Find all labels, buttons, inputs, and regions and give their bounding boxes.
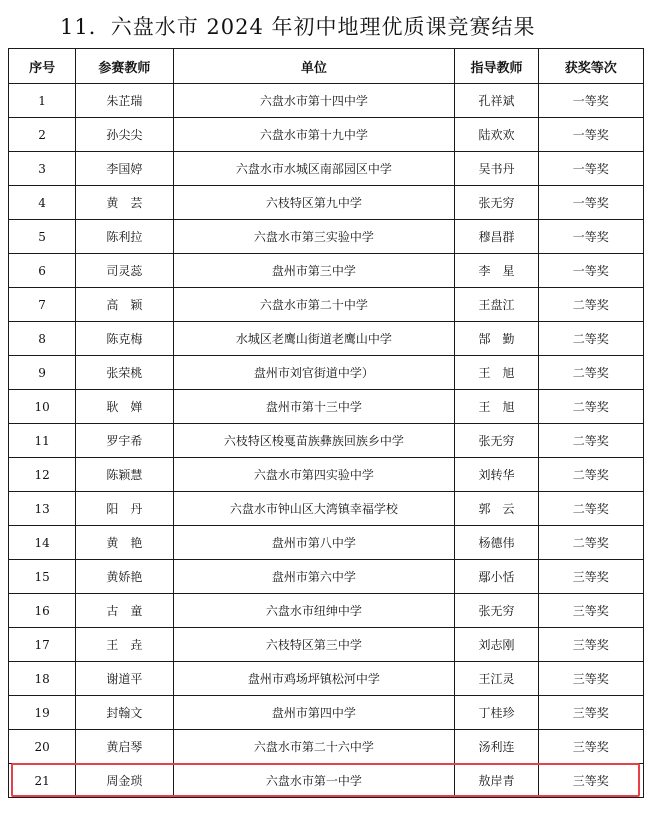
- cell-teacher: 黄启琴: [76, 730, 173, 764]
- cell-award: 三等奖: [538, 662, 643, 696]
- cell-mentor: 鄢小恬: [455, 560, 538, 594]
- table-row: [9, 322, 644, 356]
- cell-award: 三等奖: [538, 628, 643, 662]
- cell-award: 二等奖: [538, 356, 643, 390]
- cell-teacher: 高 颖: [76, 288, 173, 322]
- cell-unit: 水城区老鹰山街道老鹰山中学: [173, 322, 455, 356]
- cell-teacher: 陈颖慧: [76, 458, 173, 492]
- cell-mentor: 王 旭: [455, 356, 538, 390]
- cell-award: 二等奖: [538, 526, 643, 560]
- cell-teacher: 周金琐: [76, 764, 173, 798]
- cell-award: 一等奖: [538, 152, 643, 186]
- table-row-highlighted: [9, 764, 644, 798]
- cell-award: 一等奖: [538, 118, 643, 152]
- cell-unit: 盘州市第十三中学: [173, 390, 455, 424]
- cell-unit: 六枝特区第三中学: [173, 628, 455, 662]
- cell-award: 三等奖: [538, 560, 643, 594]
- cell-teacher: 陈利拉: [76, 220, 173, 254]
- cell-teacher: 封翰文: [76, 696, 173, 730]
- cell-unit: 盘州市第八中学: [173, 526, 455, 560]
- cell-mentor: 王盘江: [455, 288, 538, 322]
- cell-number: 11: [9, 424, 76, 458]
- cell-number: 2: [9, 118, 76, 152]
- cell-award: 一等奖: [538, 186, 643, 220]
- cell-unit: 盘州市第四中学: [173, 696, 455, 730]
- cell-number: 18: [9, 662, 76, 696]
- cell-mentor: 张无穷: [455, 594, 538, 628]
- cell-unit: 六盘水市水城区南部园区中学: [173, 152, 455, 186]
- table-row: [9, 594, 644, 628]
- cell-unit: 六盘水市第十四中学: [173, 84, 455, 118]
- cell-number: 17: [9, 628, 76, 662]
- cell-unit: 六盘水市第四实验中学: [173, 458, 455, 492]
- table-row: [9, 458, 644, 492]
- table-row: [9, 254, 644, 288]
- cell-mentor: 王 旭: [455, 390, 538, 424]
- table-row: [9, 356, 644, 390]
- cell-teacher: 王 垚: [76, 628, 173, 662]
- cell-number: 19: [9, 696, 76, 730]
- table-row: [9, 492, 644, 526]
- cell-award: 二等奖: [538, 492, 643, 526]
- cell-mentor: 孔祥斌: [455, 84, 538, 118]
- cell-number: 4: [9, 186, 76, 220]
- cell-unit: 六盘水市纽绅中学: [173, 594, 455, 628]
- table-row: [9, 288, 644, 322]
- cell-mentor: 张无穷: [455, 424, 538, 458]
- table-row: [9, 220, 644, 254]
- cell-award: 一等奖: [538, 84, 643, 118]
- cell-number: 12: [9, 458, 76, 492]
- cell-number: 21: [9, 764, 76, 798]
- header-unit: 单位: [173, 49, 455, 84]
- cell-mentor: 刘转华: [455, 458, 538, 492]
- table-row: [9, 526, 644, 560]
- cell-mentor: 丁桂珍: [455, 696, 538, 730]
- cell-award: 二等奖: [538, 322, 643, 356]
- header-number: 序号: [9, 49, 76, 84]
- cell-teacher: 黄娇艳: [76, 560, 173, 594]
- cell-teacher: 古 童: [76, 594, 173, 628]
- table-row: [9, 424, 644, 458]
- cell-unit: 六盘水市第二十中学: [173, 288, 455, 322]
- cell-award: 三等奖: [538, 730, 643, 764]
- cell-award: 一等奖: [538, 254, 643, 288]
- table-row: [9, 696, 644, 730]
- table-row: [9, 152, 644, 186]
- header-teacher: 参赛教师: [76, 49, 173, 84]
- cell-number: 13: [9, 492, 76, 526]
- cell-mentor: 张无穷: [455, 186, 538, 220]
- cell-mentor: 穆昌群: [455, 220, 538, 254]
- page-title: 11．六盘水市 2024 年初中地理优质课竞赛结果: [60, 15, 536, 39]
- cell-unit: 六盘水市第十九中学: [173, 118, 455, 152]
- table-row: [9, 560, 644, 594]
- cell-number: 5: [9, 220, 76, 254]
- cell-mentor: 吴书丹: [455, 152, 538, 186]
- cell-teacher: 黄 艳: [76, 526, 173, 560]
- cell-award: 三等奖: [538, 764, 643, 798]
- cell-number: 10: [9, 390, 76, 424]
- cell-teacher: 张荣桃: [76, 356, 173, 390]
- cell-number: 9: [9, 356, 76, 390]
- cell-teacher: 李国婷: [76, 152, 173, 186]
- cell-award: 二等奖: [538, 288, 643, 322]
- cell-teacher: 朱芷瑞: [76, 84, 173, 118]
- cell-award: 一等奖: [538, 220, 643, 254]
- cell-number: 6: [9, 254, 76, 288]
- table-row: [9, 84, 644, 118]
- cell-mentor: 王江灵: [455, 662, 538, 696]
- cell-teacher: 耿 婵: [76, 390, 173, 424]
- cell-teacher: 孙尖尖: [76, 118, 173, 152]
- cell-mentor: 汤利连: [455, 730, 538, 764]
- cell-award: 三等奖: [538, 696, 643, 730]
- cell-mentor: 李 星: [455, 254, 538, 288]
- cell-mentor: 杨德伟: [455, 526, 538, 560]
- results-table: [8, 48, 644, 798]
- cell-unit: 盘州市刘官街道中学）: [173, 356, 455, 390]
- cell-mentor: 郭 云: [455, 492, 538, 526]
- cell-teacher: 陈克梅: [76, 322, 173, 356]
- table-row: [9, 730, 644, 764]
- cell-unit: 六枝特区梭戛苗族彝族回族乡中学: [173, 424, 455, 458]
- cell-award: 二等奖: [538, 424, 643, 458]
- header-mentor: 指导教师: [455, 49, 538, 84]
- cell-number: 16: [9, 594, 76, 628]
- cell-unit: 六盘水市第一中学: [173, 764, 455, 798]
- cell-unit: 六盘水市钟山区大湾镇幸福学校: [173, 492, 455, 526]
- cell-number: 7: [9, 288, 76, 322]
- cell-award: 二等奖: [538, 458, 643, 492]
- cell-number: 1: [9, 84, 76, 118]
- cell-mentor: 陆欢欢: [455, 118, 538, 152]
- cell-number: 15: [9, 560, 76, 594]
- cell-teacher: 黄 芸: [76, 186, 173, 220]
- header-award: 获奖等次: [538, 49, 643, 84]
- table-row: [9, 118, 644, 152]
- table-row: [9, 186, 644, 220]
- cell-unit: 六盘水市第二十六中学: [173, 730, 455, 764]
- cell-unit: 盘州市第三中学: [173, 254, 455, 288]
- cell-number: 14: [9, 526, 76, 560]
- table-row: [9, 628, 644, 662]
- cell-unit: 六枝特区第九中学: [173, 186, 455, 220]
- cell-unit: 盘州市第六中学: [173, 560, 455, 594]
- cell-teacher: 罗宇希: [76, 424, 173, 458]
- cell-teacher: 阳 丹: [76, 492, 173, 526]
- table-header-row: [9, 49, 644, 84]
- table-row: [9, 390, 644, 424]
- cell-unit: 盘州市鸡场坪镇松河中学: [173, 662, 455, 696]
- cell-unit: 六盘水市第三实验中学: [173, 220, 455, 254]
- cell-mentor: 敖岸青: [455, 764, 538, 798]
- table-row: [9, 662, 644, 696]
- cell-award: 二等奖: [538, 390, 643, 424]
- cell-number: 20: [9, 730, 76, 764]
- cell-teacher: 司灵蕊: [76, 254, 173, 288]
- cell-award: 三等奖: [538, 594, 643, 628]
- cell-number: 3: [9, 152, 76, 186]
- cell-teacher: 谢道平: [76, 662, 173, 696]
- cell-mentor: 刘志刚: [455, 628, 538, 662]
- cell-mentor: 郜 勤: [455, 322, 538, 356]
- cell-number: 8: [9, 322, 76, 356]
